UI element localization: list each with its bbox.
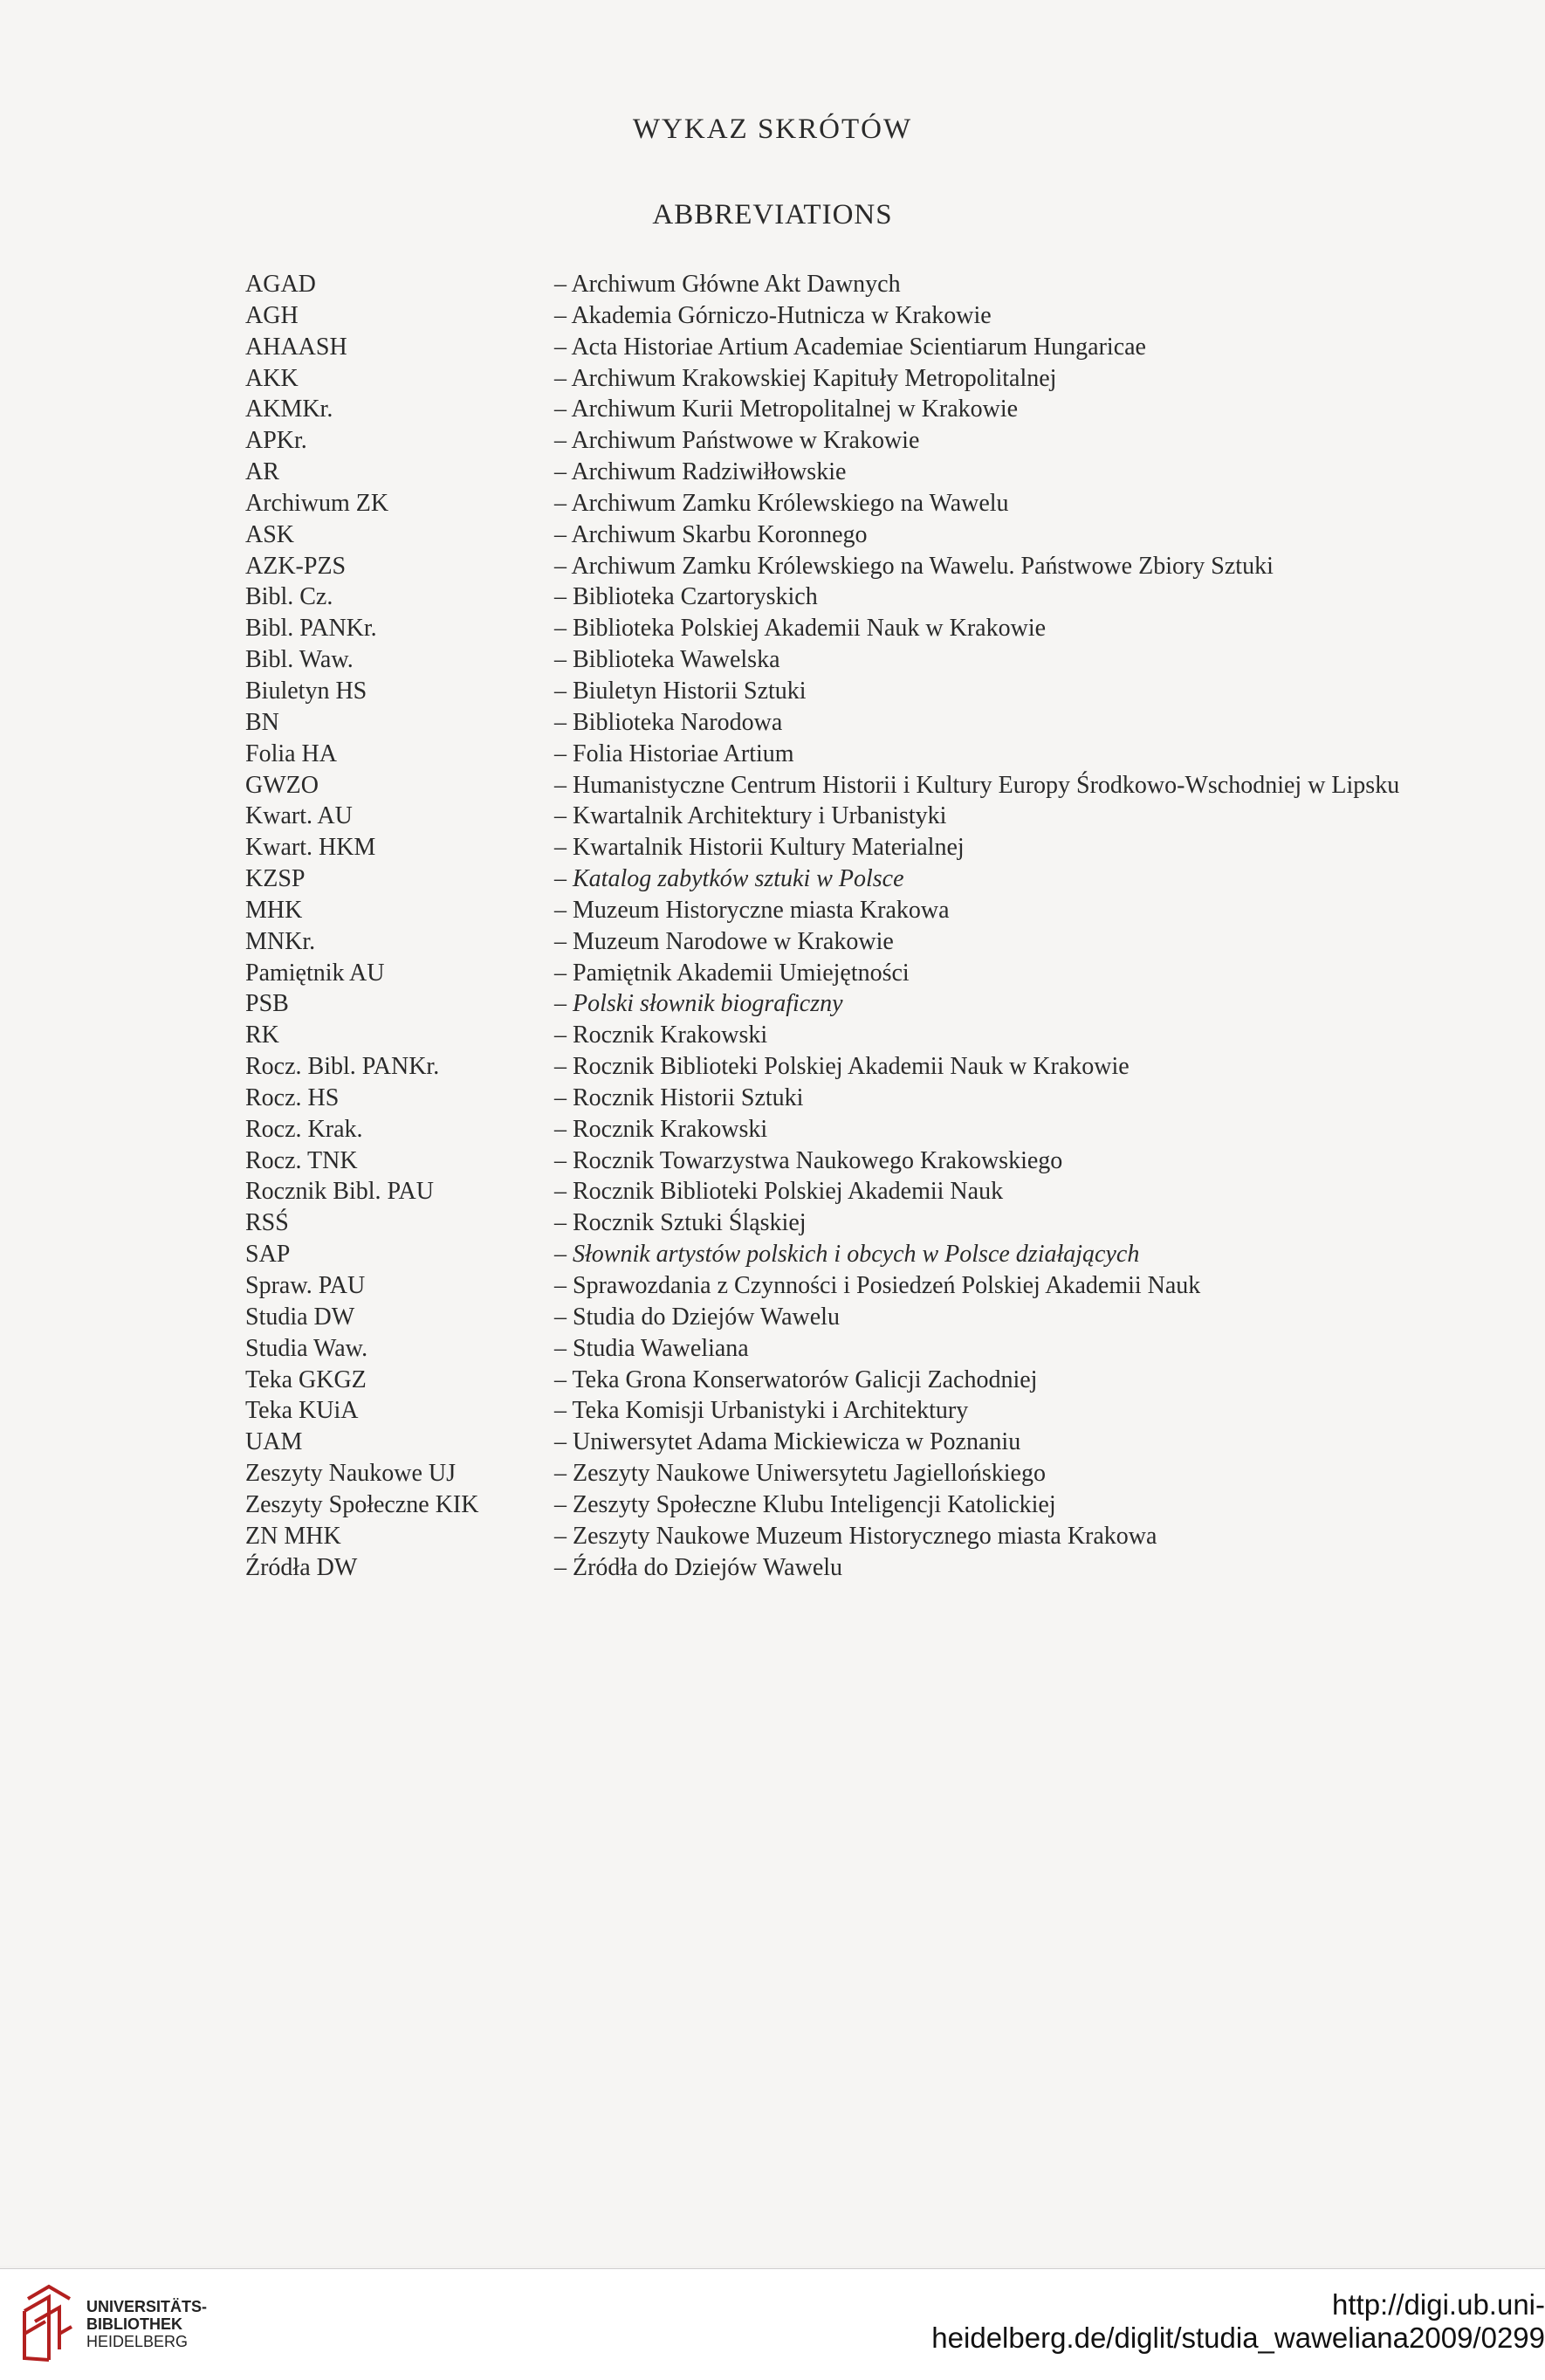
abbreviation: BN [245,708,279,736]
abbreviation: Folia HA [245,739,337,767]
list-item [245,425,1494,457]
list-item [245,707,1494,739]
abbreviation-definition: – Zeszyty Społeczne Klubu Inteligencji Katolickiej [554,1490,1056,1518]
list-item [245,1051,1494,1083]
abbreviation: Kwart. HKM [245,834,376,862]
list-item [245,1020,1494,1051]
list-item [245,457,1494,488]
library-logo-icon [19,2281,75,2365]
list-item [245,1207,1494,1239]
list-item [245,1458,1494,1489]
abbreviation-definition: – Kwartalnik Architektury i Urbanistyki [554,802,947,830]
abbreviation-definition: – Sprawozdania z Czynności i Posiedzeń Polskiej Akademii Nauk [554,1272,1201,1299]
abbreviation-definition: – Biblioteka Wawelska [554,646,780,674]
list-item [245,676,1494,707]
abbreviation: Zeszyty Naukowe UJ [245,1460,457,1488]
list-item [245,1521,1494,1552]
list-item [245,832,1494,863]
abbreviation-definition: – Archiwum Radziwiłłowskie [554,458,847,486]
abbreviation-definition: – Źródła do Dziejów Wawelu [554,1553,843,1581]
abbreviation-definition: – Biblioteka Polskiej Akademii Nauk w Krakowie [554,615,1047,643]
abbreviation: ZN MHK [245,1522,341,1550]
list-item [245,1239,1494,1270]
list-item [245,1270,1494,1302]
abbreviation: AR [245,458,279,486]
list-item [245,1145,1494,1177]
abbreviation: Rocz. Bibl. PANKr. [245,1053,440,1081]
list-item [245,613,1494,644]
list-item [245,551,1494,582]
abbreviation-definition: – Akademia Górniczo-Hutnicza w Krakowie [554,301,992,329]
abbreviation: AHAASH [245,333,347,361]
abbreviation: AZK-PZS [245,552,347,580]
abbreviation: Archiwum ZK [245,489,389,517]
abbreviation: Źródła DW [245,1553,358,1581]
abbreviation: Bibl. Waw. [245,646,354,674]
list-item [245,1552,1494,1584]
abbreviation: Biuletyn HS [245,677,367,705]
list-item [245,1365,1494,1396]
abbreviation: Rocz. HS [245,1083,340,1111]
abbreviation: Studia Waw. [245,1334,368,1362]
abbreviation: MHK [245,896,303,924]
list-item [245,519,1494,551]
abbreviation: Bibl. PANKr. [245,615,377,643]
abbreviation-definition: – Kwartalnik Historii Kultury Materialnej [554,834,965,862]
list-item [245,770,1494,801]
abbreviation: Rocznik Bibl. PAU [245,1178,434,1206]
abbreviation-definition: – Rocznik Krakowski [554,1115,768,1143]
abbreviation-definition: – Archiwum Kurii Metropolitalnej w Krakowie [554,396,1019,423]
source-url-link[interactable]: http://digi.ub.uni-heidelberg.de/diglit/studia_waweliana2009/0299 [931,2288,1545,2354]
abbreviation-definition: – Archiwum Skarbu Koronnego [554,520,868,548]
abbreviation: ASK [245,520,295,548]
abbreviation: Rocz. Krak. [245,1115,363,1143]
abbreviation: SAP [245,1241,291,1269]
abbreviation: APKr. [245,427,307,455]
abbreviation-definition: – Studia do Dziejów Wawelu [554,1303,840,1331]
abbreviation-definition: – Folia Historiae Artium [554,739,794,767]
abbreviation: Zeszyty Społeczne KIK [245,1490,479,1518]
list-item [245,1427,1494,1458]
list-item [245,801,1494,832]
list-item [245,394,1494,425]
abbreviation: PSB [245,990,289,1018]
abbreviation-definition: – Teka Grona Konserwatorów Galicji Zachodniej [554,1365,1038,1393]
abbreviation-definition: – Słownik artystów polskich i obcych w Polsce działających [554,1241,1140,1269]
abbreviation: Pamiętnik AU [245,959,385,987]
abbreviation-definition: – Archiwum Państwowe w Krakowie [554,427,920,455]
list-item [245,1302,1494,1333]
list-item [245,958,1494,989]
list-item [245,739,1494,770]
list-item [245,300,1494,332]
list-item [245,926,1494,958]
abbreviation: UAM [245,1428,303,1456]
logo-line-3: HEIDELBERG [86,2333,189,2350]
abbreviation-definition: – Rocznik Sztuki Śląskiej [554,1209,807,1237]
list-item [245,581,1494,613]
abbreviation: KZSP [245,865,306,893]
abbreviation-definition: – Muzeum Historyczne miasta Krakowa [554,896,950,924]
abbreviation-definition: – Biblioteka Czartoryskich [554,583,818,611]
abbreviation-definition: – Rocznik Towarzystwa Naukowego Krakowskiego [554,1146,1063,1174]
abbreviation: MNKr. [245,927,316,955]
abbreviation-definition: – Acta Historiae Artium Academiae Scientiarum Hungaricae [554,333,1146,361]
list-item [245,644,1494,676]
abbreviation: Teka GKGZ [245,1365,367,1393]
abbreviation-definition: – Polski słownik biograficzny [554,990,843,1018]
abbreviation: AGAD [245,271,316,298]
abbreviation-definition: – Muzeum Narodowe w Krakowie [554,927,894,955]
abbreviation: AKK [245,364,299,392]
abbreviation-definition: – Katalog zabytków sztuki w Polsce [554,865,904,893]
abbreviation: GWZO [245,771,319,799]
abbreviation: RSŚ [245,1209,289,1237]
abbreviation-definition: – Studia Waweliana [554,1334,749,1362]
abbreviation-definition: – Rocznik Biblioteki Polskiej Akademii Nauk w Krakowie [554,1053,1130,1081]
abbreviation-definition: – Archiwum Krakowskiej Kapituły Metropolitalnej [554,364,1057,392]
abbreviation-definition: – Archiwum Główne Akt Dawnych [554,271,901,298]
abbreviation-definition: – Archiwum Zamku Królewskiego na Wawelu. Państwowe Zbiory Sztuki [554,552,1274,580]
abbreviation: RK [245,1021,279,1049]
list-item [245,895,1494,926]
list-item [245,1395,1494,1427]
abbreviation: Bibl. Cz. [245,583,333,611]
abbreviation-definition: – Zeszyty Naukowe Uniwersytetu Jagiellońskiego [554,1460,1046,1488]
list-item [245,1114,1494,1145]
list-item [245,1489,1494,1521]
abbreviation: Studia DW [245,1303,355,1331]
abbreviation: Kwart. AU [245,802,353,830]
list-item [245,332,1494,363]
list-item [245,269,1494,300]
abbreviation-definition: – Teka Komisji Urbanistyki i Architektury [554,1397,969,1425]
list-item [245,1333,1494,1365]
abbreviation: AGH [245,301,299,329]
logo-line-2: BIBLIOTHEK [86,2315,182,2333]
abbreviation-definition: – Pamiętnik Akademii Umiejętności [554,959,910,987]
list-item [245,363,1494,395]
list-item [245,1083,1494,1114]
abbreviation-definition: – Biuletyn Historii Sztuki [554,677,807,705]
page-title: WYKAZ SKRÓTÓW [632,113,913,145]
abbreviation-definition: – Zeszyty Naukowe Muzeum Historycznego miasta Krakowa [554,1522,1157,1550]
abbreviation-definition: – Rocznik Historii Sztuki [554,1083,804,1111]
list-item [245,1176,1494,1207]
list-item [245,488,1494,519]
list-item [245,988,1494,1020]
abbreviation-definition: – Rocznik Krakowski [554,1021,768,1049]
abbreviation-definition: – Biblioteka Narodowa [554,708,783,736]
footer-bar [0,2268,1545,2380]
abbreviation-list [245,269,1494,1583]
abbreviation-definition: – Archiwum Zamku Królewskiego na Wawelu [554,489,1009,517]
abbreviation: Teka KUiA [245,1397,359,1425]
library-logo-text [86,2298,207,2350]
abbreviation: Rocz. TNK [245,1146,358,1174]
logo-line-1: UNIVERSITÄTS- [86,2298,208,2315]
page-subtitle: ABBREVIATIONS [652,199,893,230]
abbreviation: Spraw. PAU [245,1272,366,1299]
abbreviation-definition: – Humanistyczne Centrum Historii i Kultury Europy Środkowo-Wschodniej w Lipsku [554,771,1400,799]
abbreviation-definition: – Uniwersytet Adama Mickiewicza w Poznaniu [554,1428,1021,1456]
list-item [245,863,1494,895]
abbreviation: AKMKr. [245,396,333,423]
abbreviation-definition: – Rocznik Biblioteki Polskiej Akademii Nauk [554,1178,1004,1206]
